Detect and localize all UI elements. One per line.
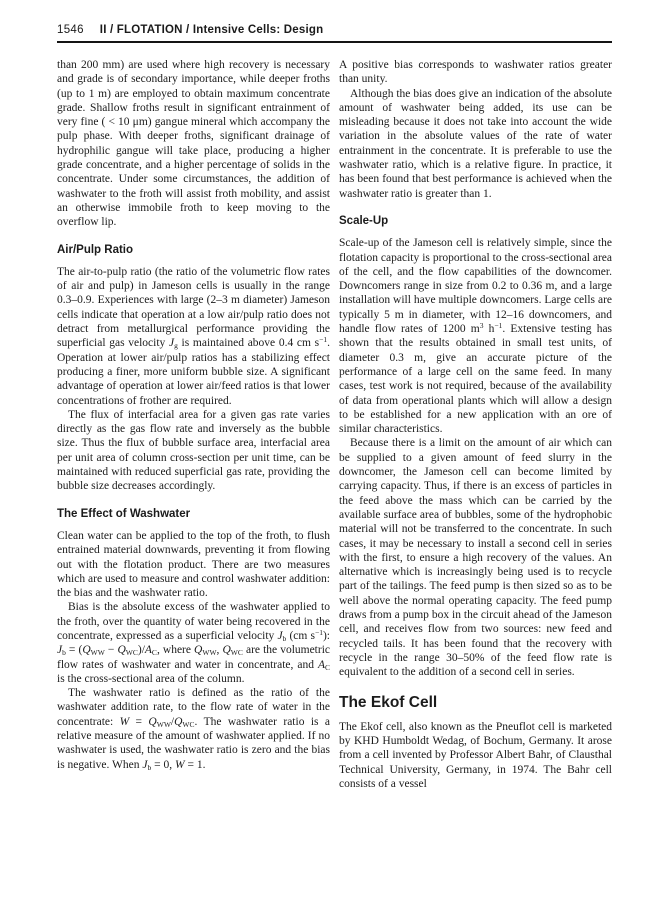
heading-the-ekof-cell: The Ekof Cell <box>339 694 438 712</box>
paragraph-bias-misleading: Although the bias does give an indication of the absolute amount of washwater being added, its use can be misleading because it does not take into account the wide variation in the absolute values of the rate of water entrainment in the concentrate. It is preferable to use the washwater ratio, which is a relative figure. In practice, it has been found that best performance is achieved when the washwater ratio is greater than 1. <box>339 87 612 200</box>
paragraph-bias-definition: Bias is the absolute excess of the washwater applied to the froth, over the quantity of water being recovered in the concentrate, expressed as a superficial velocity $J_b$ (cm $s^{-1}$): $J_b = (Q_{WW} - Q_{WC})/A_C$, where $Q_{WW}$, $Q_{WC}$ are the volumetric flow rates of washwater and water in concentrate, and $A_C$ is the cross-sectional area of the column. <box>57 601 331 685</box>
paragraph-froth-depth: than 200 mm) are used where high recovery is necessary and grade is of secondary importance, while deeper froths (up to 1 m) are employed to obtain maximum concentrate grade. Shallow froths result in significant entrainment of very fine ( < 10 μm) gangue mineral which accompany the pulp phase. With deeper froths, significant drainage of hydrophilic gangue will take place, producing a higher grade concentrate, and a higher percentage of solids in the concentrate. Under some circumstances, the addition of washwater to the froth will assist froth mobility, and assist an otherwise immobile froth to keep moving to the overflow lip. <box>57 59 330 229</box>
right-column <box>339 58 612 791</box>
page-header <box>57 24 612 36</box>
paragraph-washwater-ratio: The washwater ratio is defined as the ratio of the washwater addition rate, to the flow rate of water in the concentrate: $W = Q_{WW}/Q_{WC}$. The washwater ratio is a relative measure of the amount of washwater applied. If no washwater is used, the washwater ratio is zero and the bias is negative. When $J_b = 0$, W = 1. <box>57 687 330 772</box>
two-column-body <box>57 58 612 791</box>
paragraph-clean-water: Clean water can be applied to the top of the froth, to flush entrained material downwards, preventing it from flowing out with the flotation product. There are two measures which are used to measure and control washwater addition: the bias and the washwater ratio. <box>57 529 330 600</box>
heading-air-pulp-ratio: Air/Pulp Ratio <box>57 243 134 256</box>
paragraph-scale-up: Scale-up of the Jameson cell is relatively simple, since the flotation capacity is proportional to the cross-sectional area of the cell, and the flow capabilities of the downcomer. Downcomers range in size from 0.2 to 0.36 m, and a large installation will have multiple downcomers. Large cells are typically 5 m in diameter, with 12–16 downcomers, and handle flow rates of 1200 $m^3$ $h^{-1}$. Extensive testing has shown that the results obtained in small test units, of diameter 0.3 m, give an accurate picture of the performance of a large cell on the same feed. In many cases, test work is not required, because of the availability of data from operational plants which will allow a design to be established for a new application with an ore of similar characteristics. <box>339 237 613 436</box>
paragraph-carrying-capacity: Because there is a limit on the amount of air which can be supplied to a given amount of feed slurry in the downcomer, the Jameson cell can become limited by carrying capacity. Thus, if there is an excess of particles in the feed above the mass which can be carried by the available surface area of bubbles, some of the hydrophobic material will not be transferred to the concentrate. In such cases, it may be necessary to install a second cell in series with the first, to ensure a high recovery of the values. An alternative which is increasingly being used is to recycle part of the tailings. The feed pump is then sized so as to be well above the normal operating capacity. The feed pump draws from a pump box in the circuit ahead of the Jameson cell, and receives flow from two sources: new feed and recycled tails. It has been found that the recovery with recycle in the range 30–50% of the feed flow rate is equivalent to the addition of a second cell in series. <box>339 437 612 679</box>
paragraph-positive-bias: A positive bias corresponds to washwater ratios greater than unity. <box>339 59 612 86</box>
left-column <box>57 58 330 791</box>
paragraph-air-pulp-ratio: The air-to-pulp ratio (the ratio of the volumetric flow rates of air and pulp) in Jameson cells is usually in the range 0.3–0.9. Experiences with large (2–3 m diameter) Jameson cells indicate that operation at a low air/pulp ratio does not detract from metallurgical performance providing the superficial gas velocity $J_g$ is maintained above 0.4 cm $s^{-1}$. Operation at lower air/pulp ratios has a stabilizing effect producing a finer, more uniform bubble size. A significant advantage of operation at lower air/feed ratios is that lower concentrations of frother are required. <box>57 265 331 407</box>
paragraph-ekof-cell: The Ekof cell, also known as the Pneuflot cell is marketed by KHD Humboldt Wedag, of Bochum, Germany. It arose from a cell invented by Professor Albert Bahr, of Clausthal Technical University, Germany, in 1974. The Bahr cell consists of a vessel <box>339 720 612 790</box>
heading-effect-of-washwater: The Effect of Washwater <box>57 507 191 520</box>
running-head-title: II / FLOTATION / Intensive Cells: Design <box>99 24 324 36</box>
heading-scale-up: Scale-Up <box>339 214 389 227</box>
paragraph-interfacial-flux: The flux of interfacial area for a given gas rate varies directly as the gas flow rate and inversely as the bubble size. Thus the flux of bubble surface area, interfacial area per unit area of column cross-section per unit time, can be maintained with reduced superficial gas rate, providing the bubble size decreases accordingly. <box>57 408 330 493</box>
header-rule <box>57 41 612 43</box>
page-number: 1546 <box>57 24 84 36</box>
